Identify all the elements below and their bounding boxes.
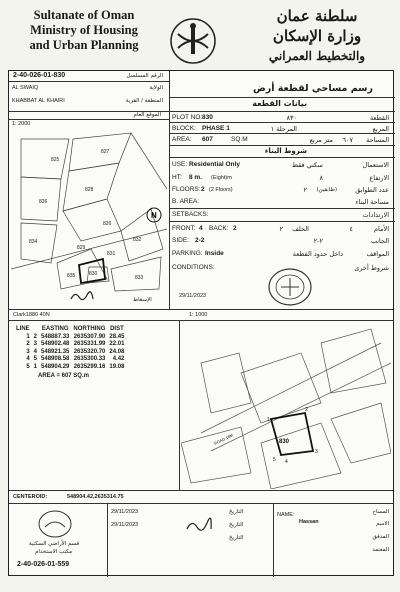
cell: 2 bbox=[33, 333, 38, 340]
village-en: KHABBAT AL KHAIRI bbox=[12, 98, 65, 104]
north-arrow-icon bbox=[147, 208, 161, 222]
cell: 5 bbox=[26, 363, 30, 370]
use-label: USE: bbox=[172, 161, 188, 168]
scale-small: 1: 2000 bbox=[12, 121, 31, 127]
plot-no-label: PLOT NO: bbox=[172, 114, 203, 121]
side-ar: ٢-٢ bbox=[313, 237, 323, 245]
parking-ar: داخل حدود القطعة bbox=[292, 250, 343, 258]
area-label: AREA: bbox=[172, 136, 192, 143]
surveyor-name-ar: الاسم bbox=[376, 521, 389, 527]
parcel-label: 827 bbox=[101, 149, 110, 155]
ministry-seal-icon bbox=[37, 509, 73, 539]
floors-label: FLOORS: bbox=[172, 186, 201, 193]
surveyor-ar: المساح bbox=[372, 509, 389, 515]
vertex-label: 1 bbox=[267, 417, 270, 423]
ministry-ar-line-1: سلطنة عمان bbox=[276, 7, 358, 25]
col-header bbox=[32, 326, 39, 334]
fallen-label-ar: الإسقاط bbox=[133, 297, 152, 303]
title-ar: رسم مساحي لقطعة أرض bbox=[252, 83, 373, 94]
date-top: 29/11/2023 bbox=[179, 293, 207, 299]
col-header: EASTING bbox=[41, 326, 69, 332]
cell: 548921.35 bbox=[41, 348, 70, 355]
plot-label: 830 bbox=[279, 439, 290, 445]
side-label: SIDE: bbox=[172, 237, 189, 244]
wilayat-ar: الولاية bbox=[149, 85, 163, 91]
scale-large: 1: 1000 bbox=[189, 312, 208, 318]
table-row bbox=[14, 349, 126, 357]
ht-note: (Eight)m bbox=[211, 175, 232, 181]
side-ar-label: الجانب bbox=[370, 237, 389, 245]
vertex-label: 5 bbox=[273, 457, 276, 463]
cell: 3 bbox=[26, 348, 30, 355]
barea-label: B. AREA: bbox=[172, 198, 200, 205]
parcel-label: 826 bbox=[39, 199, 48, 205]
floors-ar-note: (طابقين) bbox=[316, 187, 337, 193]
general-location-ar: الموقع العام bbox=[133, 112, 161, 118]
footer-number: 2-40-026-01-559 bbox=[17, 561, 70, 568]
ht-ar-label: الارتفاع bbox=[369, 174, 389, 182]
col-header: LINE bbox=[16, 326, 30, 332]
ht-ar: ٨ bbox=[319, 174, 323, 182]
block-ar: المرحلة ١ bbox=[270, 125, 297, 133]
parcel-label: 825 bbox=[51, 157, 60, 163]
dept-ar-2: مكتب الاستخدام bbox=[35, 549, 73, 555]
cell: 22.01 bbox=[109, 341, 125, 347]
parcel-label: 829 bbox=[77, 245, 86, 251]
parking-label: PARKING: bbox=[172, 250, 203, 257]
floors-note: (2 Floors) bbox=[209, 187, 233, 193]
conditions-ar-label: شروط أخرى bbox=[354, 264, 389, 272]
front-ar: ٤ bbox=[349, 225, 353, 233]
cell: 2 bbox=[26, 341, 30, 347]
floors-ar: ٢ bbox=[303, 186, 307, 194]
wilayat-en: AL SWAIQ bbox=[12, 85, 39, 91]
plot-detail-map bbox=[181, 323, 391, 489]
vertex-label: 4 bbox=[285, 459, 288, 465]
projection: Clark1880 40N bbox=[13, 312, 50, 318]
cell: 19.08 bbox=[109, 363, 125, 370]
ministry-line-1: Sultanate of Oman bbox=[33, 8, 135, 22]
dept-ar-1: قسم الأراضي السكنية bbox=[29, 541, 80, 547]
col-header: DIST bbox=[110, 326, 124, 332]
front-label: FRONT: bbox=[172, 225, 196, 232]
checker-ar: المدقق bbox=[372, 534, 389, 540]
table-row bbox=[14, 364, 126, 372]
front-ar-label: الأمام bbox=[374, 225, 389, 233]
floors-ar-label: عدد الطوابق bbox=[355, 186, 389, 194]
front-value: 4 bbox=[199, 225, 203, 232]
cell: 28.45 bbox=[109, 333, 125, 340]
parcel-label: 832 bbox=[133, 237, 142, 243]
oman-emblem-icon bbox=[168, 16, 218, 66]
cell: 548904.29 bbox=[41, 363, 70, 370]
approver-signature-icon bbox=[185, 517, 213, 533]
doc-number-label-ar: الرقم المسلسل bbox=[126, 73, 163, 79]
area-unit-ar: متر مربع bbox=[309, 136, 333, 144]
signature-mark-icon bbox=[69, 289, 95, 303]
survey-sheet bbox=[8, 70, 394, 576]
ht-value: 8 m. bbox=[189, 174, 203, 181]
use-ar-label: الاستعمال bbox=[362, 161, 389, 169]
use-value: Residential Only bbox=[189, 161, 240, 168]
area-ar-label: المساحة bbox=[366, 136, 389, 144]
cell: 1 bbox=[33, 363, 38, 370]
area-unit: SQ.M bbox=[231, 136, 248, 143]
cell: 2635331.99 bbox=[73, 341, 106, 347]
parcel-label: 833 bbox=[135, 275, 144, 281]
vertex-label: 3 bbox=[315, 449, 318, 455]
ministry-line-2: Ministry of Housing bbox=[30, 23, 138, 37]
back-ar-label: الخلف bbox=[292, 225, 309, 233]
cell: 548908.58 bbox=[41, 356, 70, 362]
table-row bbox=[14, 356, 126, 364]
cell: 2635320.70 bbox=[73, 348, 106, 355]
plot-no-ar-label: القطعة bbox=[369, 114, 389, 122]
ministry-line-3: and Urban Planning bbox=[29, 38, 139, 52]
area-ar: ٦٠٧ bbox=[342, 136, 353, 144]
centeroid-label: CENTEROID: bbox=[13, 494, 48, 500]
ministry-ar-line-2: وزارة الإسكان bbox=[272, 27, 362, 45]
official-stamp-icon bbox=[267, 267, 313, 307]
parcel-label: 834 bbox=[29, 239, 38, 245]
block-ar-label: المربع bbox=[372, 125, 389, 133]
location-map-small bbox=[11, 129, 167, 297]
cell: 2635299.16 bbox=[73, 363, 106, 370]
date-3-label-ar: التاريخ bbox=[229, 522, 244, 528]
parking-value: Inside bbox=[205, 250, 224, 257]
table-row bbox=[14, 334, 126, 342]
date-4-label-ar: التاريخ bbox=[229, 535, 244, 541]
ministry-title-ar bbox=[242, 6, 392, 66]
block-value: PHASE 1 bbox=[202, 125, 230, 132]
ht-label: HT: bbox=[172, 174, 182, 181]
parking-ar-label: المواقف bbox=[366, 250, 389, 258]
table-header-row bbox=[14, 326, 126, 334]
cell: 24.08 bbox=[109, 348, 125, 355]
back-label: BACK: bbox=[209, 225, 229, 232]
cell: 4.42 bbox=[112, 356, 125, 362]
cell: 1 bbox=[26, 333, 30, 340]
cell: 4 bbox=[26, 356, 30, 362]
doc-number: 2-40-026-01-830 bbox=[13, 72, 66, 79]
surveyor-name-label: NAME: bbox=[277, 512, 295, 518]
plot-no: 830 bbox=[202, 114, 213, 121]
coordinates-table bbox=[14, 326, 126, 371]
block-label: BLOCK: bbox=[172, 125, 196, 132]
cell: 2635300.33 bbox=[73, 356, 106, 362]
table-row bbox=[14, 341, 126, 349]
surveyor-name: Hassan bbox=[299, 519, 319, 525]
village-ar: المنطقة / القرية bbox=[125, 98, 163, 104]
back-value: 2 bbox=[233, 225, 237, 232]
conditions-label: CONDITIONS: bbox=[172, 264, 215, 271]
setbacks-label: SETBACKS: bbox=[172, 211, 209, 218]
floors-value: 2 bbox=[201, 186, 205, 193]
date-3: 29/11/2023 bbox=[111, 522, 139, 528]
parcel-label: 830 bbox=[89, 271, 98, 277]
cell: 548887.33 bbox=[41, 333, 70, 340]
cell: 4 bbox=[33, 348, 38, 355]
parcel-label: 835 bbox=[67, 273, 76, 279]
vertex-label: 2 bbox=[305, 407, 308, 413]
cell: 548902.48 bbox=[41, 341, 70, 347]
road-label: ROAD 18M bbox=[213, 432, 234, 446]
centeroid-value: 548904.42,2635314.75 bbox=[67, 494, 124, 500]
col-header: NORTHING bbox=[73, 326, 106, 332]
date-2: 29/11/2023 bbox=[111, 509, 139, 515]
plot-no-ar: ٨٣٠ bbox=[286, 114, 297, 122]
plot-data-title-ar: بيانات القطعة bbox=[252, 99, 307, 108]
side-value: 2-2 bbox=[195, 237, 205, 244]
cell: 5 bbox=[33, 356, 38, 362]
area-line: AREA = 607 SQ.m bbox=[38, 373, 89, 379]
cell: 2635307.90 bbox=[73, 333, 106, 340]
barea-ar-label: مساحة البناء bbox=[355, 198, 389, 206]
ministry-ar-line-3: والتخطيط العمراني bbox=[268, 49, 366, 63]
cell: 3 bbox=[33, 341, 38, 347]
use-ar: سكني فقط bbox=[291, 161, 323, 169]
date-2-label-ar: التاريخ bbox=[229, 509, 244, 515]
parcel-label: 828 bbox=[85, 187, 94, 193]
parcel-label: 826 bbox=[103, 221, 112, 227]
approver-ar: المعتمد bbox=[372, 547, 389, 553]
conditions-title-ar: شروط البناء bbox=[264, 147, 307, 155]
north-label: N bbox=[151, 211, 157, 220]
setbacks-ar-label: الارتدادات bbox=[362, 211, 389, 219]
parcel-label: 831 bbox=[107, 251, 116, 257]
back-ar: ٢ bbox=[279, 225, 283, 233]
area-value: 607 bbox=[202, 136, 213, 143]
ministry-title-en bbox=[10, 8, 158, 53]
